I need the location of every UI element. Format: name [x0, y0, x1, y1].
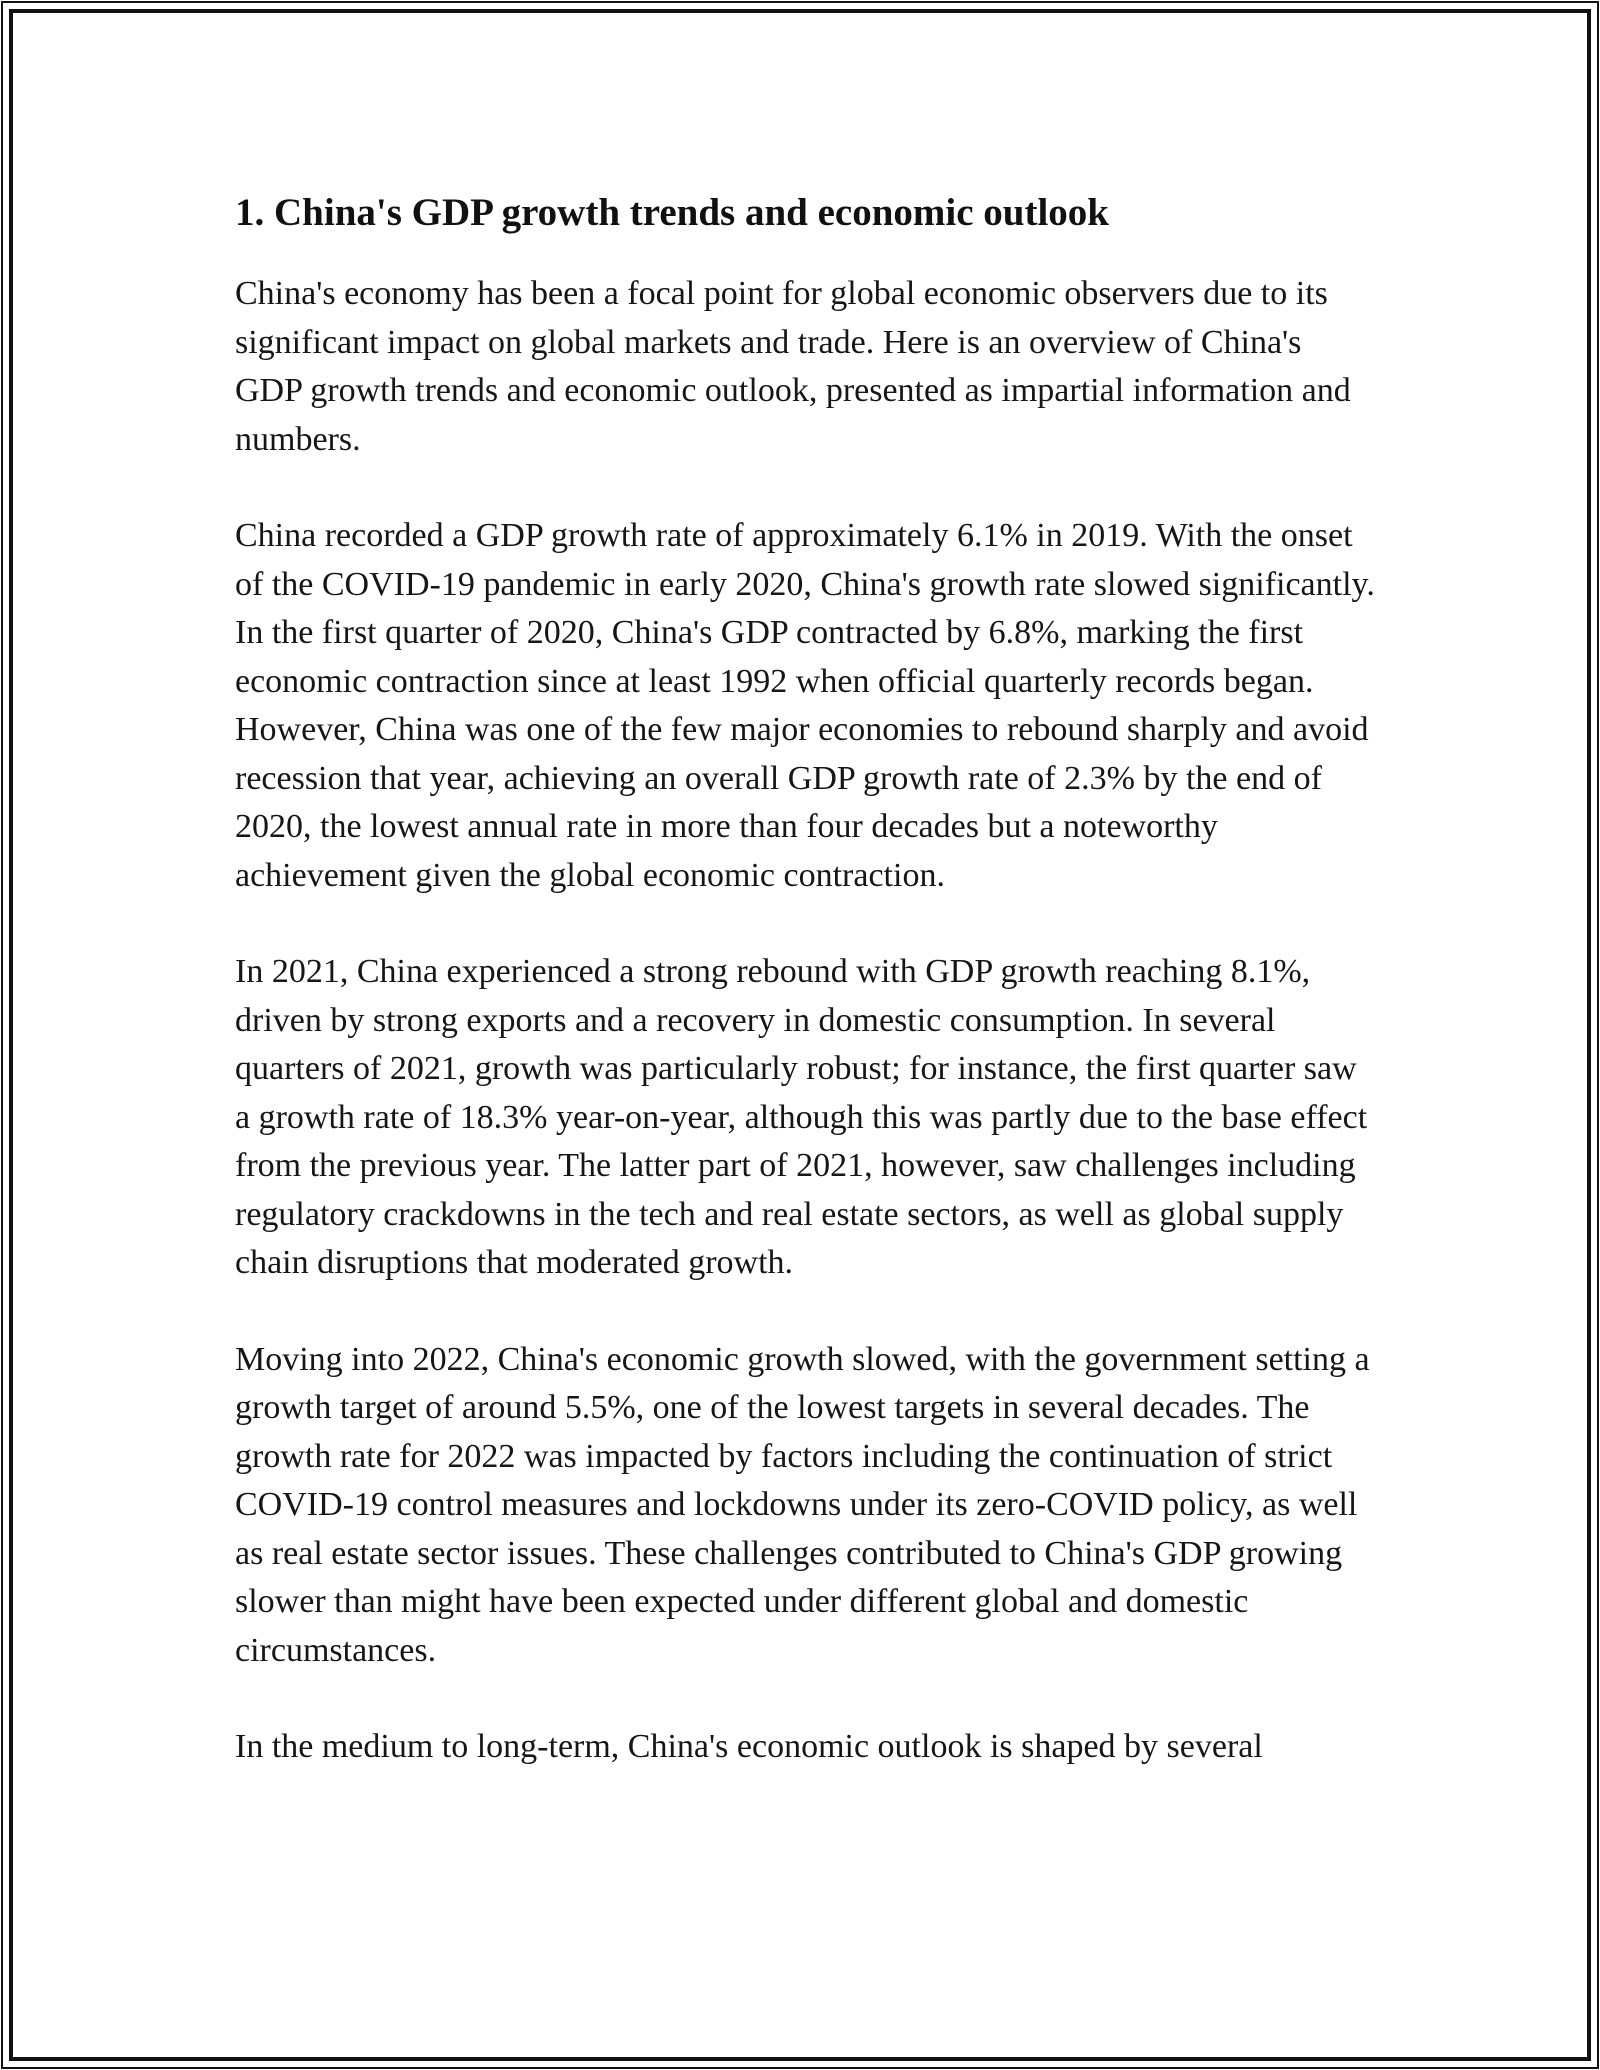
- section-heading: 1. China's GDP growth trends and economic outlook: [235, 191, 1109, 234]
- paragraph-2021: In 2021, China experienced a strong rebound with GDP growth reaching 8.1%, driven by strong exports and a recovery in domestic consumption. In several quarters of 2021, growth was particularly robust; for instance, the first quarter saw a growth rate of 18.3% year-on-year, although this was partly due to the base effect from the previous year. The latter part of 2021, however, saw challenges including regulatory crackdowns in the tech and real estate sectors, as well as global supply chain disruptions that moderated growth.: [235, 953, 1368, 1281]
- paragraph-outlook: In the medium to long-term, China's economic outlook is shaped by several: [235, 1728, 1263, 1765]
- paragraph-2022: Moving into 2022, China's economic growth slowed, with the government setting a growth target of around 5.5%, one of the lowest targets in several decades. The growth rate for 2022 was impacted by factors including the continuation of strict COVID-19 control measures and lockdowns under its zero-COVID policy, as well as real estate sector issues. These challenges contributed to China's GDP growing slower than might have been expected under different global and domestic circumstances.: [235, 1340, 1370, 1669]
- document-body: [235, 186, 1375, 1820]
- paragraph-overview: China's economy has been a focal point for global economic observers due to its significant impact on global markets and trade. Here is an overview of China's GDP growth trends and economic outlook, presented as impartial information and numbers.: [235, 275, 1351, 458]
- paragraph-2019-2020: China recorded a GDP growth rate of approximately 6.1% in 2019. With the onset of the COVID-19 pandemic in early 2020, China's growth rate slowed significantly. In the first quarter of 2020, China's GDP contracted by 6.8%, marking the first economic contraction since at least 1992 when official quarterly records began. However, China was one of the few major economies to rebound sharply and avoid recession that year, achieving an overall GDP growth rate of 2.3% by the end of 2020, the lowest annual rate in more than four decades but a noteworthy achievement given the global economic contraction.: [235, 517, 1375, 894]
